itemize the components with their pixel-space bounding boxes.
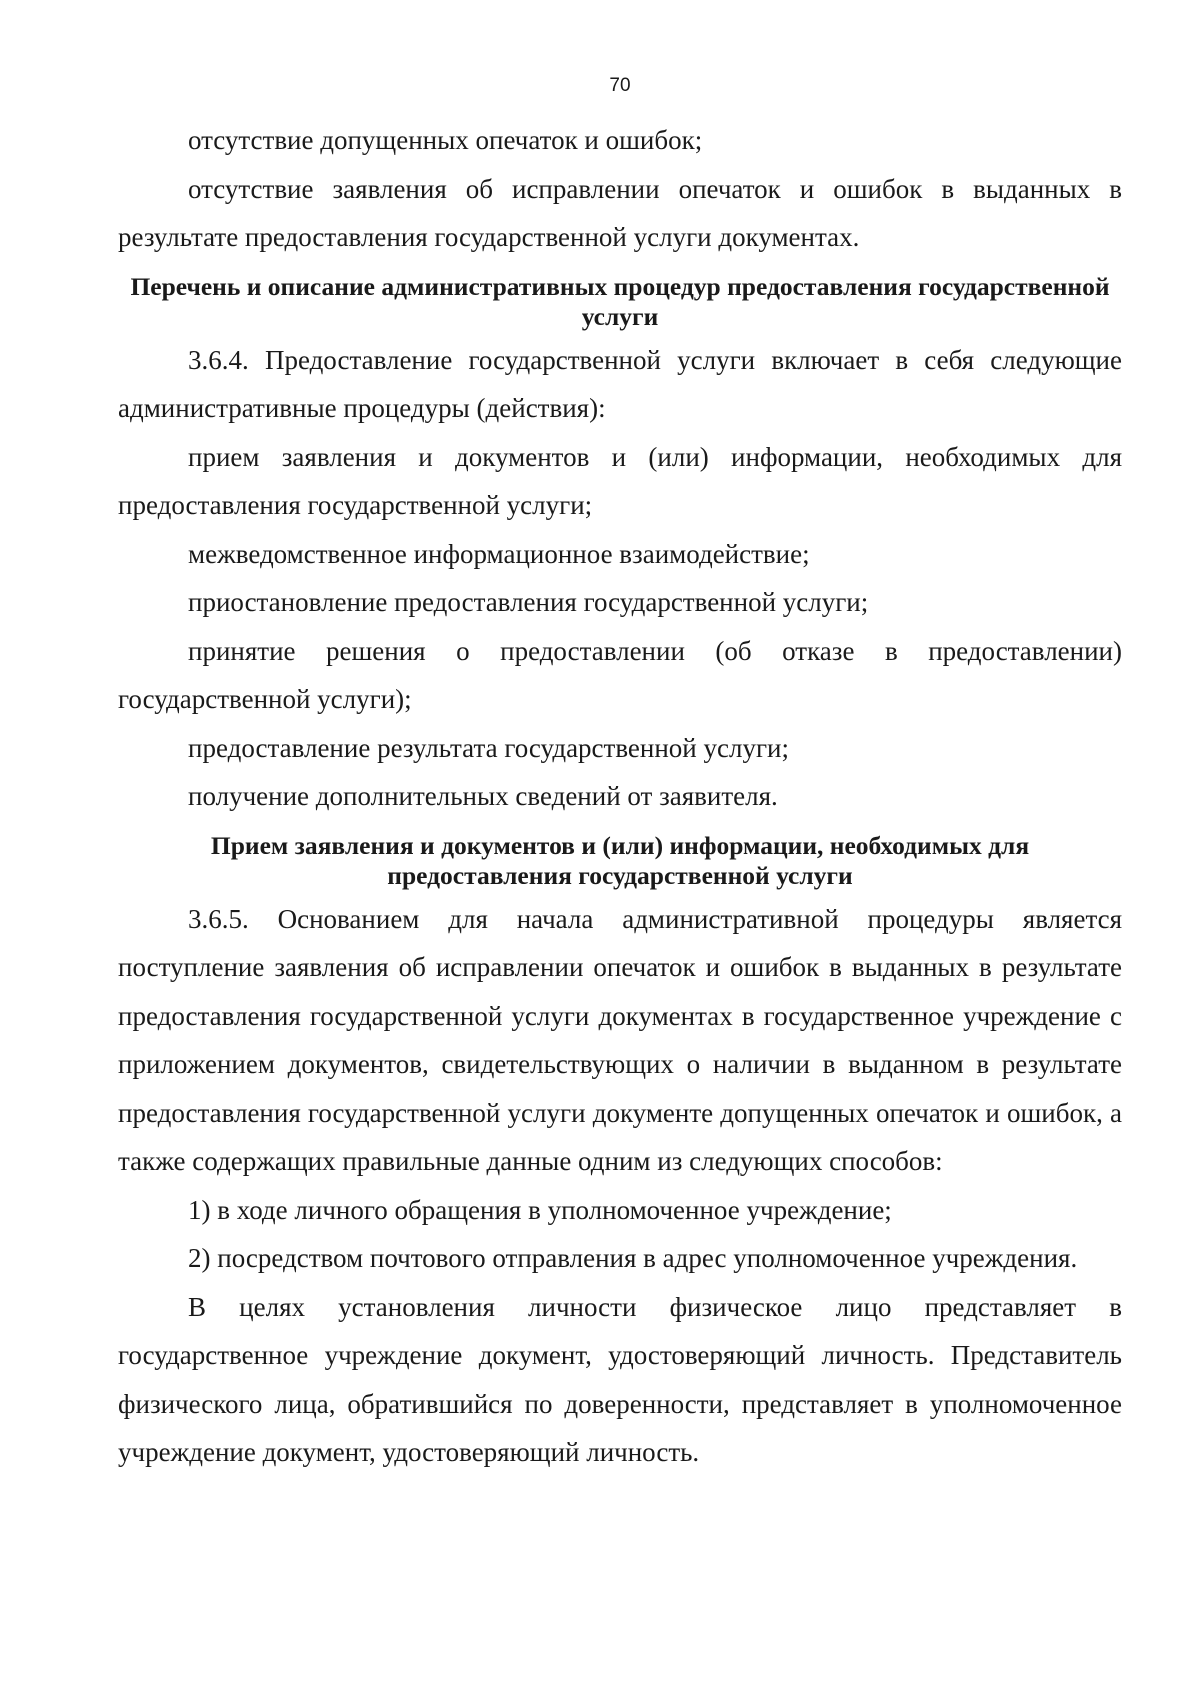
section-heading-reception: Прием заявления и документов и (или) информации, необходимых для предоставления государственной услуги xyxy=(210,830,1030,890)
paragraph-3-6-4: 3.6.4. Предоставление государственной услуги включает в себя следующие административные процедуры (действия): xyxy=(118,344,1122,423)
list-item-personal-visit: 1) в ходе личного обращения в уполномоченное учреждение; xyxy=(188,1194,892,1225)
paragraph-no-application: отсутствие заявления об исправлении опечаток и ошибок в выданных в результате предоставления государственной услуги документах. xyxy=(118,173,1122,252)
list-item-interaction: межведомственное информационное взаимодействие; xyxy=(188,538,810,569)
list-item-result: предоставление результата государственной услуги; xyxy=(188,732,789,763)
paragraph-no-typos: отсутствие допущенных опечаток и ошибок; xyxy=(188,125,703,155)
paragraph-identity: В целях установления личности физическое лицо представляет в государственное учреждение документ, удостоверяющий личность. Представитель физического лица, обратившийся по доверенности, представляет в уполномоченное учреждение документ, удостоверяющий личность. xyxy=(118,1291,1122,1467)
list-item-postal: 2) посредством почтового отправления в адрес уполномоченное учреждения. xyxy=(188,1243,1078,1273)
document-body xyxy=(118,116,1122,1477)
list-item-suspension: приостановление предоставления государственной услуги; xyxy=(188,587,869,617)
section-heading-procedures: Перечень и описание административных процедур предоставления государственной услуги xyxy=(130,271,1110,331)
paragraph-3-6-5: 3.6.5. Основанием для начала административной процедуры является поступление заявления об исправлении опечаток и ошибок в выданных в результате предоставления государственной услуги документах в государственное учреждение с приложением документов, свидетельствующих о наличии в выданном в результате предоставления государственной услуги документе допущенных опечаток и ошибок, а также содержащих правильные данные одним из следующих способов: xyxy=(118,903,1122,1176)
list-item-reception: прием заявления и документов и (или) информации, необходимых для предоставления государственной услуги; xyxy=(118,441,1122,520)
list-item-additional-info: получение дополнительных сведений от заявителя. xyxy=(188,781,778,811)
list-item-decision: принятие решения о предоставлении (об отказе в предоставлении) государственной услуги); xyxy=(118,635,1122,714)
page-number: 70 xyxy=(609,75,631,96)
